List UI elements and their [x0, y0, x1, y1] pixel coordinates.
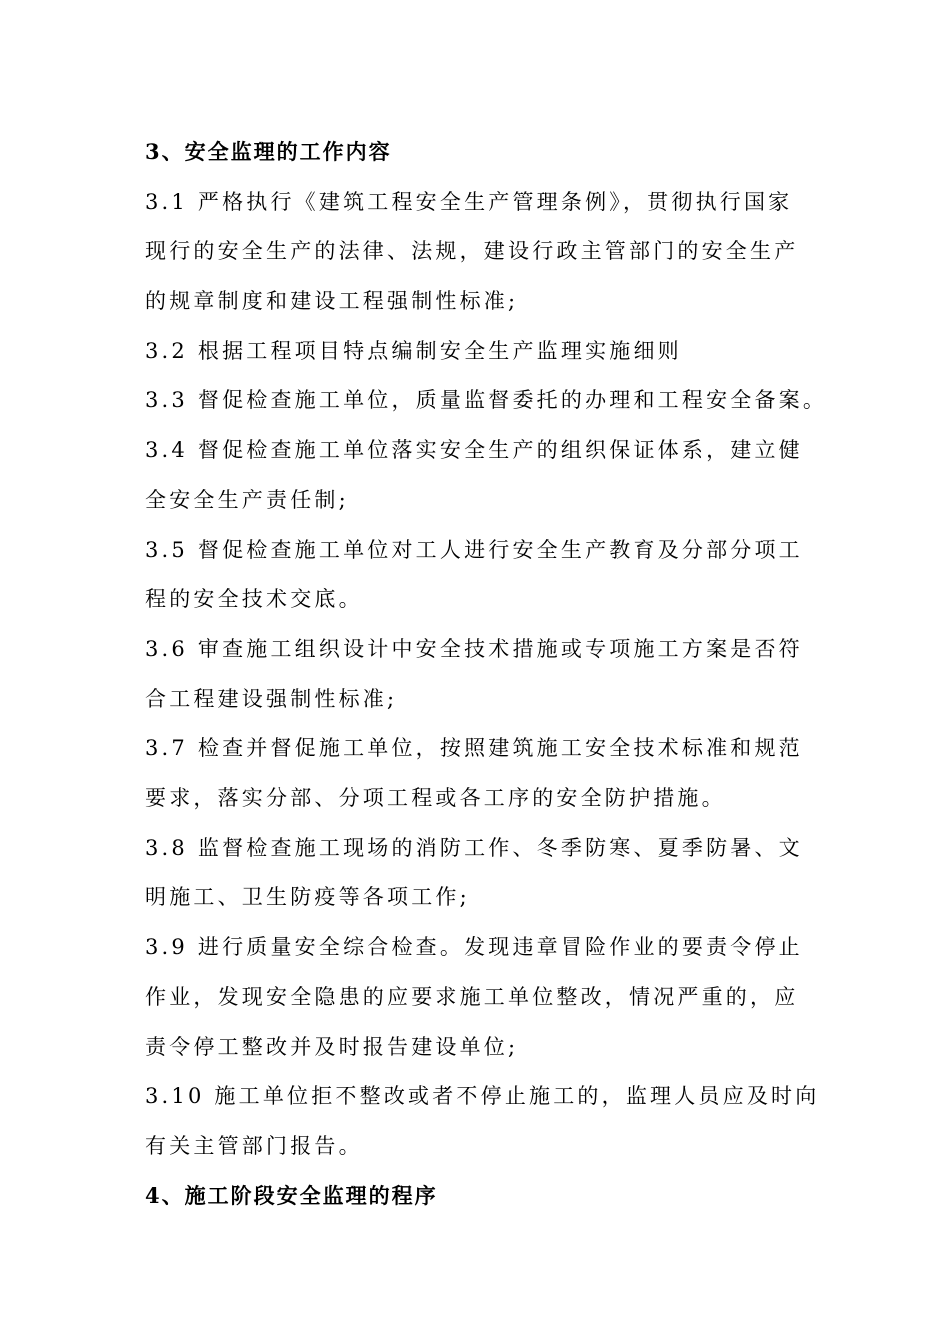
text-line: 现行的安全生产的法律、法规，建设行政主管部门的安全生产 [145, 239, 799, 263]
text-line: 责令停工整改并及时报告建设单位; [145, 1035, 519, 1059]
text-line: 3.3 督促检查施工单位，质量监督委托的办理和工程安全备案。 [145, 388, 828, 412]
text-line: 3.2 根据工程项目特点编制安全生产监理实施细则 [145, 339, 682, 363]
text-line: 全安全生产责任制; [145, 488, 349, 512]
text-line: 有关主管部门报告。 [145, 1134, 363, 1158]
section-3-heading: 3、安全监理的工作内容 [145, 139, 392, 164]
text-line: 程的安全技术交底。 [145, 587, 363, 611]
text-line: 3.7 检查并督促施工单位，按照建筑施工安全技术标准和规范 [145, 736, 803, 760]
section-4-heading: 4、施工阶段安全监理的程序 [145, 1183, 438, 1208]
text-line: 3.8 监督检查施工现场的消防工作、冬季防寒、夏季防暑、文 [145, 836, 803, 860]
text-line: 3.10 施工单位拒不整改或者不停止施工的，监理人员应及时向 [145, 1084, 820, 1108]
text-line: 3.6 审查施工组织设计中安全技术措施或专项施工方案是否符 [145, 637, 803, 661]
text-line: 作业，发现安全隐患的应要求施工单位整改，情况严重的，应 [145, 985, 799, 1009]
text-line: 的规章制度和建设工程强制性标准; [145, 289, 519, 313]
text-line: 3.5 督促检查施工单位对工人进行安全生产教育及分部分项工 [145, 538, 803, 562]
text-line: 3.9 进行质量安全综合检查。发现违章冒险作业的要责令停止 [145, 935, 803, 959]
text-line: 3.4 督促检查施工单位落实安全生产的组织保证体系，建立健 [145, 438, 803, 462]
text-line: 3.1 严格执行《建筑工程安全生产管理条例》，贯彻执行国家 [145, 190, 793, 214]
text-line: 合工程建设强制性标准; [145, 687, 398, 711]
text-line: 要求，落实分部、分项工程或各工序的安全防护措施。 [145, 786, 726, 810]
text-line: 明施工、卫生防疫等各项工作; [145, 885, 470, 909]
